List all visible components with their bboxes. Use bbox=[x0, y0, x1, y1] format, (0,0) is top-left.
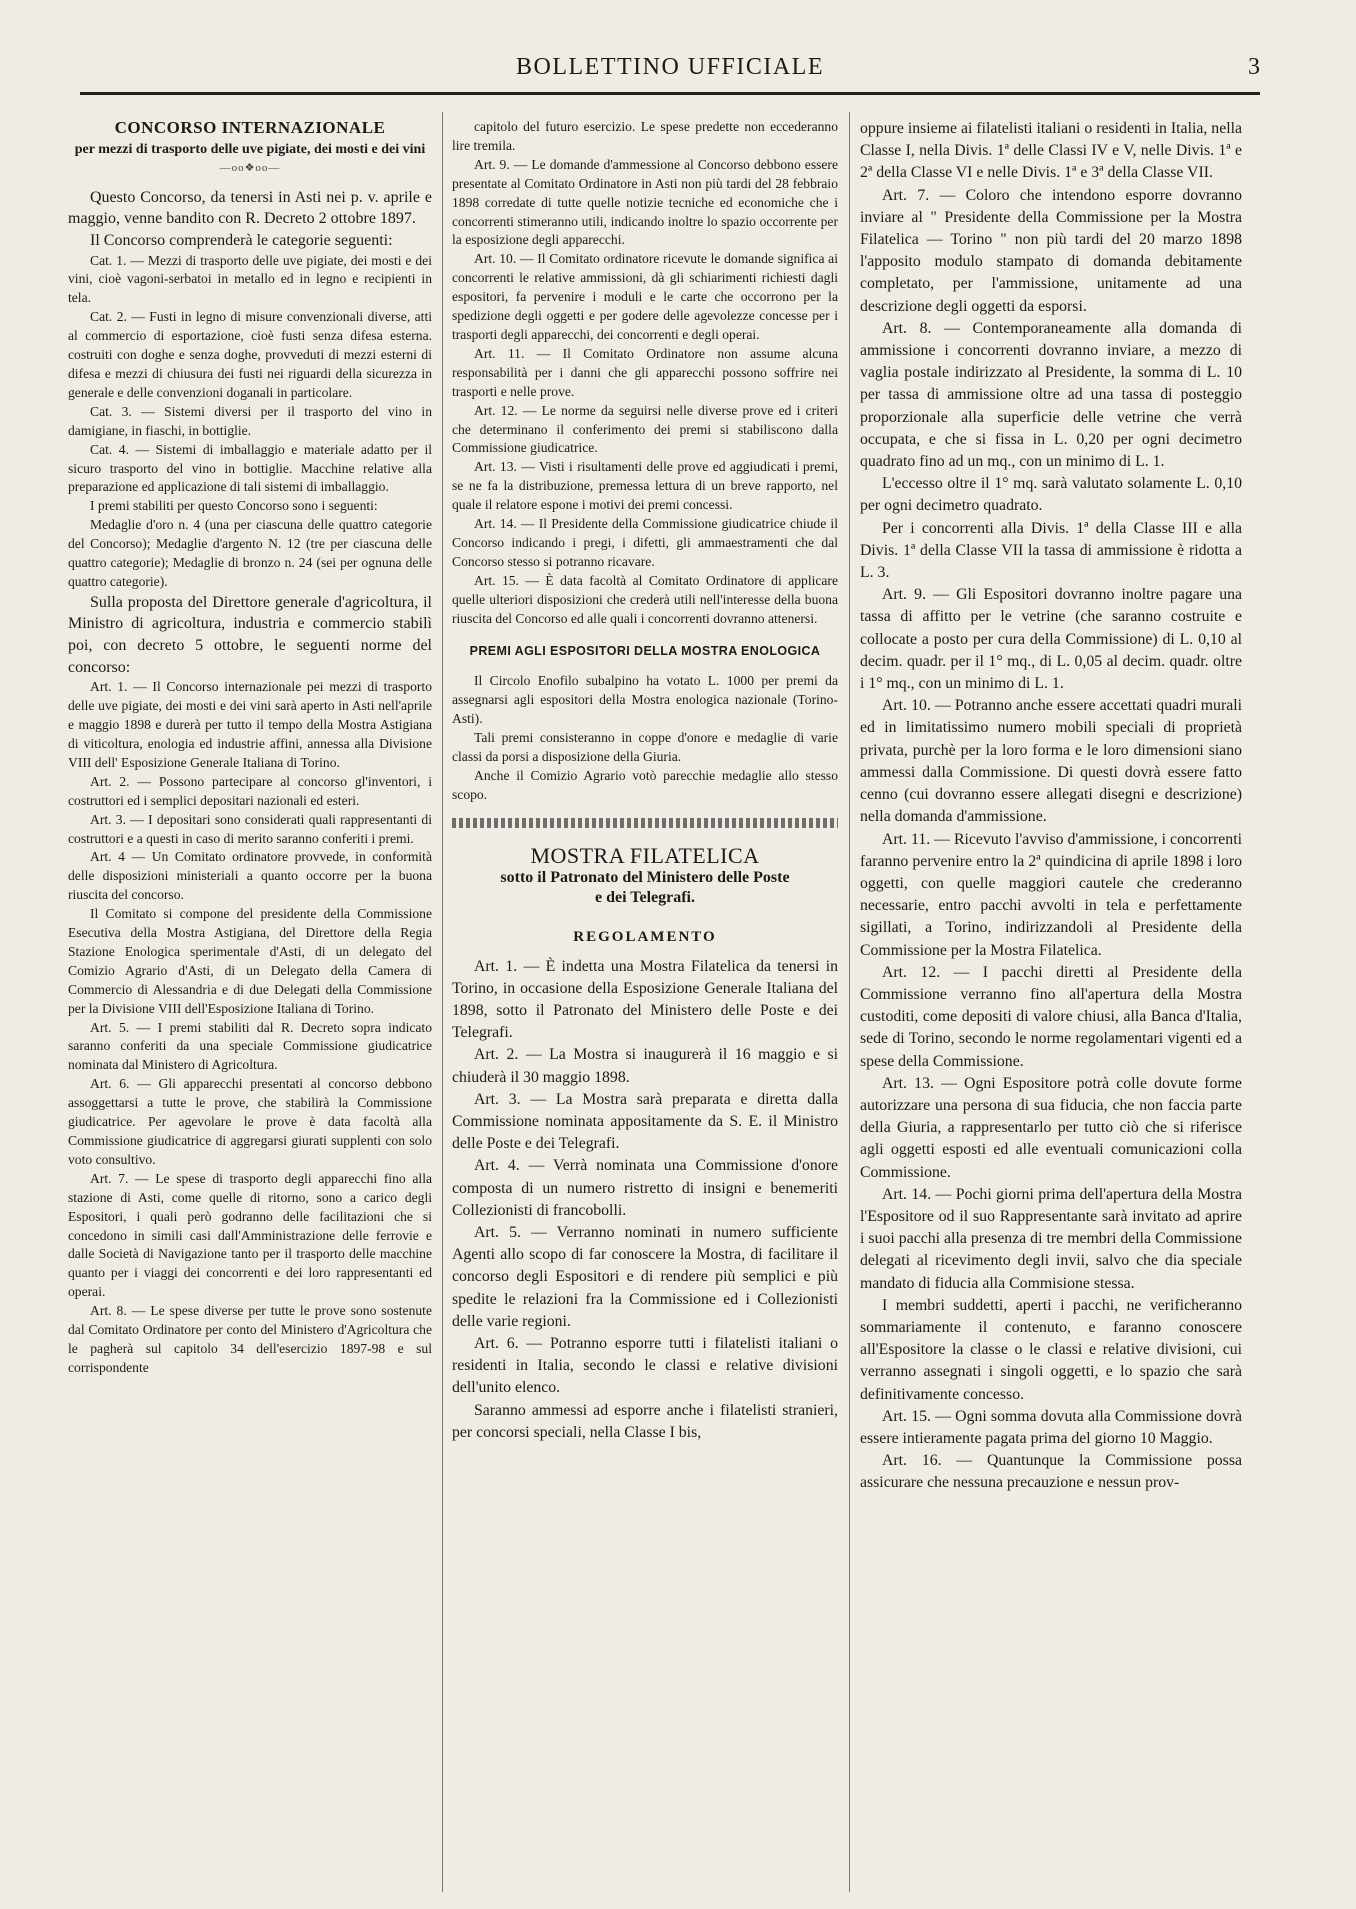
article: Art. 6. — Gli apparecchi presentati al concorso debbono assoggettarsi a tutte le prove, che stabilirà la Commissione giudicatrice. Per agevolare le prove è data facoltà alla Commissione giudicatrice di aggregarsi giurati supplenti con solo voto consultivo. bbox=[68, 1076, 432, 1167]
page-header bbox=[80, 52, 1260, 90]
article: Art. 15. — Ogni somma dovuta alla Commissione dovrà essere intieramente pagata prima del giorno 10 Maggio. bbox=[860, 1407, 1242, 1447]
paragraph: Per i concorrenti alla Divis. 1ª della Classe III e alla Divis. 1ª della Classe VII la tassa di ammissione è ridotta a L. 3. bbox=[860, 519, 1242, 582]
category-item: Cat. 1. — Mezzi di trasporto delle uve pigiate, dei mosti e dei vini, cioè vagoni-serbatoi in metallo ed in legno e recipienti in tela. bbox=[68, 252, 432, 306]
article: Art. 10. — Il Comitato ordinatore ricevute le domande significa ai concorrenti le relative ammissioni, dà gli schiarimenti richiesti dagli espositori, fa pervenire i moduli e le carte che occorrono per la spedizione degli oggetti e per godere delle agevolezze concesse per i trasporti degli apparecchi, dei concorrenti e degli operai. bbox=[452, 251, 838, 342]
article: Art. 2. — La Mostra si inaugurerà il 16 maggio e si chiuderà il 30 maggio 1898. bbox=[452, 1046, 838, 1086]
article: Art. 1. — Il Concorso internazionale pei mezzi di trasporto delle uve pigiate, dei mosti e dei vini sarà aperto in Asti nell'aprile e maggio 1898 e durerà per tutto il tempo della Mostra Astigiana di viticoltura, enologia ed industrie affini, annessa alla Divisione VIII dell' Esposizione Generale Italiana di Torino. bbox=[68, 679, 432, 770]
paragraph: Sulla proposta del Direttore generale d'agricoltura, il Ministro di agricoltura, industria e commercio stabilì poi, con decreto 5 ottobre, le seguenti norme del concorso: bbox=[68, 593, 432, 676]
article: Art. 9. — Gli Espositori dovranno inoltre pagare una tassa di affitto per le vetrine (che saranno costruite e collocate a posto per cura della Commissione) di L. 0,10 al decim. quadr. per il 1° mq., di L. 0,05 al decim. quadr. oltre i 1° mq., con un minimo di L. 1. bbox=[860, 586, 1242, 693]
article: Art. 4. — Verrà nominata una Commissione d'onore composta di un numero ristretto di insigni e benemeriti Collezionisti di francobolli. bbox=[452, 1157, 838, 1219]
article: Art. 6. — Potranno esporre tutti i filatelisti italiani o residenti in Italia, secondo le classi e relative divisioni dell'unito elenco. bbox=[452, 1335, 838, 1397]
article: Art. 15. — È data facoltà al Comitato Ordinatore di applicare quelle ulteriori disposizioni che crederà utili nell'interesse della buona riuscita del Concorso ed alle quali i concorrenti dovranno attenersi. bbox=[452, 572, 838, 626]
article: Art. 16. — Quantunque la Commissione possa assicurare che nessuna precauzione e nessun prov- bbox=[860, 1452, 1242, 1492]
article: Art. 12. — Le norme da seguirsi nelle diverse prove ed i criteri che determinano il conferimento dei premi si stabiliscono dalla Commissione giudicatrice. bbox=[452, 402, 838, 456]
column-divider bbox=[442, 112, 443, 1892]
paragraph: Saranno ammessi ad esporre anche i filatelisti stranieri, per concorsi speciali, nella Classe I bis, bbox=[452, 1401, 838, 1441]
paragraph: Anche il Comizio Agrario votò parecchie medaglie allo stesso scopo. bbox=[452, 767, 838, 802]
article: Art. 14. — Il Presidente della Commissione giudicatrice chiude il Concorso indicando i pregi, i difetti, gli ammaestramenti che dal Concorso stesso si potranno ricavare. bbox=[452, 516, 838, 569]
section-separator bbox=[452, 818, 838, 828]
article: Il Comitato si compone del presidente della Commissione Esecutiva della Mostra Astigiana, del Direttore della Regia Stazione Enologica sperimentale d'Asti, di un delegato del Comizio Agrario d'Asti, di un Delegato della Camera di Commercio di Alessandria e di due Delegati della Commissione per la Divisione VIII dell'Esposizione Italiana di Torino. bbox=[68, 906, 432, 1016]
article: Art. 2. — Possono partecipare al concorso gl'inventori, i costruttori ed i semplici depositari nazionali ed esteri. bbox=[68, 773, 432, 808]
paragraph: I membri suddetti, aperti i pacchi, ne verificheranno sommariamente il contenuto, e faranno conoscere all'Espositore la classe o le classi e relative divisioni, cui verranno assegnati i singoli oggetti, e lo spazio che sarà definitivamente concesso. bbox=[860, 1296, 1242, 1403]
column-3 bbox=[860, 118, 1242, 1893]
paragraph: Questo Concorso, da tenersi in Asti nei p. v. aprile e maggio, venne bandito con R. Decreto 2 ottobre 1897. bbox=[68, 188, 432, 228]
paragraph: L'eccesso oltre il 1° mq. sarà valutato solamente L. 0,10 per ogni decimetro quadrato. bbox=[860, 475, 1242, 515]
article: Art. 8. — Le spese diverse per tutte le prove sono sostenute dal Comitato Ordinatore per conto del Ministero d'Agricoltura che le pagherà sul capitolo 34 dell'esercizio 1897-98 e sul corrispondente bbox=[68, 1303, 432, 1375]
concorso-title: CONCORSO INTERNAZIONALE bbox=[114, 118, 386, 137]
paragraph: Tali premi consisteranno in coppe d'onore e medaglie di varie classi da porsi a disposizione della Giuria. bbox=[452, 729, 838, 764]
category-item: Cat. 4. — Sistemi di imballaggio e materiale adatto per il sicuro trasporto del vino in bottiglie. Macchine relative alla preparazione ed applicazione di tali sistemi di imballaggio. bbox=[68, 441, 432, 495]
mostra-subtitle-line2: e dei Telegrafi. bbox=[595, 889, 695, 906]
ornament: —oo❖oo— bbox=[219, 162, 281, 175]
mostra-filatelica-title: MOSTRA FILATELICA bbox=[530, 843, 760, 869]
regolamento-heading: REGOLAMENTO bbox=[573, 929, 717, 945]
article: Art. 10. — Potranno anche essere accettati quadri murali ed in limitatissimo numero mobili speciali di proprietà privata, purchè per la loro forma e le loro dimensioni siano ammessi dalla Commissione. Di questi dovrà essere fatto cenno (cui dovranno essere allegati disegni e descrizione) nella domanda d'ammissione. bbox=[860, 697, 1242, 826]
article: Art. 11. — Il Comitato Ordinatore non assume alcuna responsabilità per i danni che gli apparecchi possono soffrire nei trasporti e nelle prove. bbox=[452, 345, 838, 399]
premi-section-title: PREMI AGLI ESPOSITORI DELLA MOSTRA ENOLOGICA bbox=[469, 644, 821, 659]
article: Art. 9. — Le domande d'ammessione al Concorso debbono essere presentate al Comitato Ordinatore in Asti non più tardi del 28 febbraio 1898 corredate di tutte quelle notizie tecniche ed economiche che i concorrenti stimeranno utili, indicando inoltre lo spazio occorrente per la esposizione degli apparecchi. bbox=[452, 156, 838, 248]
article: Art. 13. — Ogni Espositore potrà colle dovute forme autorizzare una persona di sua fiducia, che non faccia parte della Giuria, a rappresentarlo per tutto ciò che si riferisce agli oggetti esposti ed alle eventuali comunicazioni colla Commissione. bbox=[860, 1074, 1242, 1181]
category-item: Cat. 2. — Fusti in legno di misure convenzionali diverse, atti al commercio di esportazione, cioè fusti senza difesa esterna. costruiti con doghe e senza doghe, provveduti di mezzi esterni di difesa e mezzi di chiusura dei fusti nei riguardi della sicurezza in generale e delle convenzioni doganali in particolare. bbox=[68, 309, 432, 400]
concorso-subtitle: per mezzi di trasporto delle uve pigiate, dei mosti e dei vini bbox=[74, 141, 426, 157]
article: Art. 11. — Ricevuto l'avviso d'ammissione, i concorrenti faranno pervenire entro la 2ª quindicina di aprile 1898 i loro oggetti, con quelle maggiori cautele che crederanno necessarie, entro pacchi avvolti in tela e perfettamente sigillati, a Torino, indirizzandoli al Presidente della Commissione per la Mostra Filatelica. bbox=[860, 830, 1242, 959]
article: Art. 5. — I premi stabiliti dal R. Decreto sopra indicato saranno conferiti da una speciale Commissione giudicatrice nominata dal Ministero di Agricoltura. bbox=[68, 1019, 432, 1073]
paragraph: oppure insieme ai filatelisti italiani o residenti in Italia, nella Classe I, nella Divis. 1ª delle Classi IV e V, nelle Divis. 1ª e 2ª della Classe VI e nelle Divis. 1ª e 3ª della Classe VII. bbox=[860, 120, 1242, 182]
article: Art. 7. — Coloro che intendono esporre dovranno inviare al " Presidente della Commissione per la Mostra Filatelica — Torino " non più tardi del 20 marzo 1898 l'apposito modulo stampato di domanda debitamente completato, per l'ammissione, unitamente ad una descrizione degli oggetti da esporsi. bbox=[860, 186, 1242, 315]
article: Art. 4 — Un Comitato ordinatore provvede, in conformità delle disposizioni ministeriali a quanto occorre per la buona riuscita del concorso. bbox=[68, 849, 432, 903]
column-divider bbox=[849, 112, 850, 1892]
mostra-subtitle-line1: sotto il Patronato del Ministero delle Poste bbox=[500, 869, 790, 886]
article: capitolo del futuro esercizio. Le spese predette non eccederanno lire tremila. bbox=[452, 119, 838, 153]
header-rule bbox=[80, 92, 1260, 95]
column-2 bbox=[452, 118, 838, 1893]
mostra-subtitle bbox=[452, 868, 838, 908]
article: Art. 8. — Contemporaneamente alla domanda di ammissione i concorrenti dovranno inviare, a mezzo di vaglia postale indirizzato al Presidente, la somma di L. 10 per tassa di ammissione oltre ad una tassa di posteggio proporzionale alla superficie delle vetrine che verrà occupata, e che si fissa in L. 0,20 per ogni decimetro quadrato fino ad un mq., con un minimo di L. 1. bbox=[860, 319, 1242, 471]
article: Art. 7. — Le spese di trasporto degli apparecchi fino alla stazione di Asti, come quelle di ritorno, sono a carico degli Espositori, i quali però godranno delle facilitazioni che si concedono in simili casi dall'Amministrazione delle ferrovie e dalle Società di Navigazione tanto per il trasporto delle macchine quanto per i viaggi dei concorrenti e dei loro rappresentanti ed operai. bbox=[68, 1170, 432, 1300]
bulletin-title: BOLLETTINO UFFICIALE bbox=[516, 54, 824, 80]
paragraph: Il Circolo Enofilo subalpino ha votato L. 1000 per premi da assegnarsi agli espositori della Mostra enologica nazionale (Torino-Asti). bbox=[452, 673, 838, 726]
article: Art. 1. — È indetta una Mostra Filatelica da tenersi in Torino, in occasione della Esposizione Generale Italiana del 1898, sotto il Patronato del Ministero delle Poste e dei Telegrafi. bbox=[452, 957, 838, 1042]
paragraph: I premi stabiliti per questo Concorso sono i seguenti: bbox=[90, 498, 378, 514]
paragraph: Il Concorso comprenderà le categorie seguenti: bbox=[90, 231, 393, 249]
article: Art. 5. — Verranno nominati in numero sufficiente Agenti allo scopo di far conoscere la Mostra, di facilitare il concorso degli Espositori e di rendere più semplici e più spedite le relazioni fra la Commissione ed i Collezionisti delle varie regioni. bbox=[452, 1224, 838, 1330]
column-1 bbox=[68, 118, 432, 1893]
article: Art. 3. — I depositari sono considerati quali rappresentanti di costruttori e a questi in caso di merito saranno conferiti i premi. bbox=[68, 811, 432, 846]
paragraph: Medaglie d'oro n. 4 (una per ciascuna delle quattro categorie del Concorso); Medaglie d'argento N. 12 (tre per ciascuna delle quattro categorie); Medaglie di bronzo n. 24 (sei per ognuna delle quattro categorie). bbox=[68, 517, 432, 589]
article: Art. 12. — I pacchi diretti al Presidente della Commissione verranno fino all'apertura della Mostra custoditi, come depositi di valore chiusi, alla Banca d'Italia, sede di Torino, secondo le norme regolamentari vigenti ed a spese della Commissione. bbox=[860, 963, 1242, 1070]
article: Art. 13. — Visti i risultamenti delle prove ed aggiudicati i premi, se ne fa la distribuzione, premessa lettura di un breve rapporto, nel quale il relatore espone i motivi dei premi concessi. bbox=[452, 459, 838, 513]
page-number: 3 bbox=[1248, 54, 1260, 80]
category-item: Cat. 3. — Sistemi diversi per il trasporto del vino in damigiane, in fiaschi, in bottiglie. bbox=[68, 403, 432, 438]
article: Art. 14. — Pochi giorni prima dell'apertura della Mostra l'Espositore od il suo Rappresentante sarà invitato ad aprire i suoi pacchi alla presenza di tre membri della Commissione delegati al ricevimento degli invii, salvo che dia speciale mandato di fiducia alla Commisione stessa. bbox=[860, 1185, 1242, 1292]
article: Art. 3. — La Mostra sarà preparata e diretta dalla Commissione nominata appositamente da S. E. il Ministro delle Poste e dei Telegrafi. bbox=[452, 1090, 838, 1153]
